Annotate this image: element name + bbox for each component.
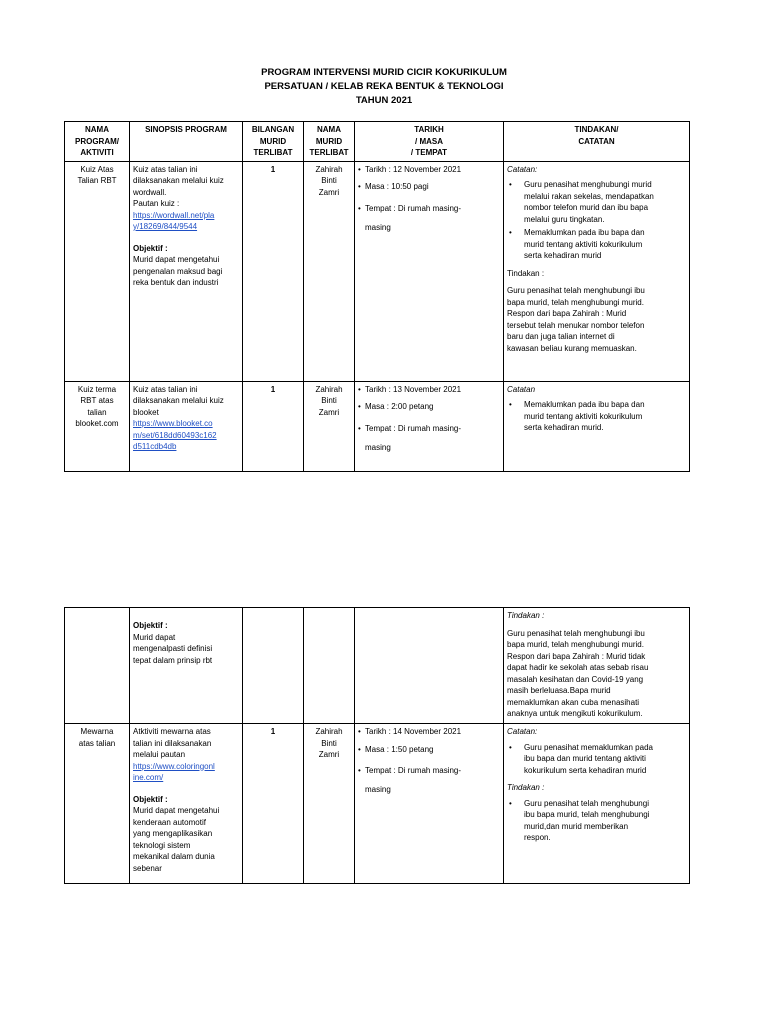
synopsis-cell: Objektif : Murid dapat mengenalpasti definisi tepat dalam prinsip rbt — [130, 608, 243, 724]
table-header-row — [65, 122, 690, 162]
header-tindakan: TINDAKAN/ CATATAN — [504, 122, 690, 162]
header-nama-program: NAMA PROGRAM/ AKTIVITI — [65, 122, 130, 162]
synopsis-cell: Atktiviti mewarna atas talian ini dilaksanakan melalui pautan https://www.coloringonl ine.com/ Objektif : Murid dapat mengetahui kenderaan automotif yang mengaplikasikan teknologi sistem mekanikal dalam dunia sebenar — [130, 724, 243, 884]
table-row-continuation — [65, 608, 690, 724]
title-line-1: PROGRAM INTERVENSI MURID CICIR KOKURIKULUM — [261, 67, 507, 78]
action-notes-cell: Tindakan : Guru penasihat telah menghubungi ibu bapa murid, telah menghubungi murid. Respon dari bapa Zahirah : Murid tidak dapat hadir ke sekolah atas sebab risau masalah kesihatan dan Covid-19 yang masih berleluasa.Bapa murid memaklumkan akan cuba menasihati anaknya untuk mengikuti kokurikulum. — [504, 608, 690, 724]
date-time-place-cell: • Tarikh : 14 November 2021 • Masa : 1:50 petang • Tempat : Di rumah masing- masing — [355, 724, 504, 884]
header-tarikh: TARIKH / MASA / TEMPAT — [355, 122, 504, 162]
student-count-cell: 1 — [243, 381, 304, 471]
action-notes-cell: Catatan: • Guru penasihat menghubungi murid melalui rakan sekelas, mendapatkan nombor telefon murid dan ibu bapa melalui guru tingkatan. • Memaklumkan pada ibu bapa dan murid tentang aktiviti kokurikulum serta kehadiran murid Tindakan : Guru penasihat telah menghubungi ibu bapa murid, telah menghubungi murid. Respon dari bapa Zahirah : Murid tersebut telah menukar nombor telefon baru dan juga talian internet di kawasan beliau kurang memuaskan. — [504, 161, 690, 381]
header-sinopsis: SINOPSIS PROGRAM — [130, 122, 243, 162]
program-name-cell: Kuiz terma RBT atas talian blooket.com — [65, 381, 130, 471]
table-row — [65, 161, 690, 381]
program-name-cell: Kuiz Atas Talian RBT — [65, 161, 130, 381]
header-nama-murid: NAMA MURID TERLIBAT — [304, 122, 355, 162]
coloring-link[interactable]: https://www.coloringonl ine.com/ — [133, 761, 215, 782]
table-row — [65, 724, 690, 884]
student-count-cell: 1 — [243, 161, 304, 381]
program-table-page-2 — [64, 607, 690, 884]
header-bilangan: BILANGAN MURID TERLIBAT — [243, 122, 304, 162]
student-name-cell: Zahirah Binti Zamri — [304, 724, 355, 884]
date-time-place-cell: • Tarikh : 13 November 2021 • Masa : 2:00 petang • Tempat : Di rumah masing- masing — [355, 381, 504, 471]
table-row — [65, 381, 690, 471]
program-table-page-1 — [64, 121, 690, 472]
program-name-cell: Mewarna atas talian — [65, 724, 130, 884]
action-notes-cell: Catatan: • Guru penasihat memaklumkan pada ibu bapa dan murid tentang aktiviti kokurikulum serta kehadiran murid Tindakan : • Guru penasihat telah menghubungi ibu bapa murid, telah menghubungi murid,dan murid memberikan respon. — [504, 724, 690, 884]
action-notes-cell: Catatan • Memaklumkan pada ibu bapa dan murid tentang aktiviti kokurikulum serta kehadiran murid. — [504, 381, 690, 471]
document-title — [0, 66, 768, 108]
title-line-2: PERSATUAN / KELAB REKA BENTUK & TEKNOLOGI — [264, 81, 504, 92]
synopsis-cell: Kuiz atas talian ini dilaksanakan melalui kuiz blooket https://www.blooket.co m/set/618dd60493c162 d511cdb4db — [130, 381, 243, 471]
title-line-3: TAHUN 2021 — [355, 95, 413, 106]
blooket-link[interactable]: https://www.blooket.co m/set/618dd60493c162 d511cdb4db — [133, 419, 217, 451]
student-name-cell: Zahirah Binti Zamri — [304, 381, 355, 471]
date-time-place-cell: • Tarikh : 12 November 2021 • Masa : 10:50 pagi • Tempat : Di rumah masing- masing — [355, 161, 504, 381]
quiz-link[interactable]: https://wordwall.net/pla y/18269/844/9544 — [133, 210, 215, 231]
student-count-cell: 1 — [243, 724, 304, 884]
synopsis-cell: Kuiz atas talian ini dilaksanakan melalui kuiz wordwall. Pautan kuiz : https://wordwall.net/pla y/18269/844/9544 Objektif : Murid dapat mengetahui pengenalan maksud bagi reka bentuk dan industri — [130, 161, 243, 381]
student-name-cell: Zahirah Binti Zamri — [304, 161, 355, 381]
